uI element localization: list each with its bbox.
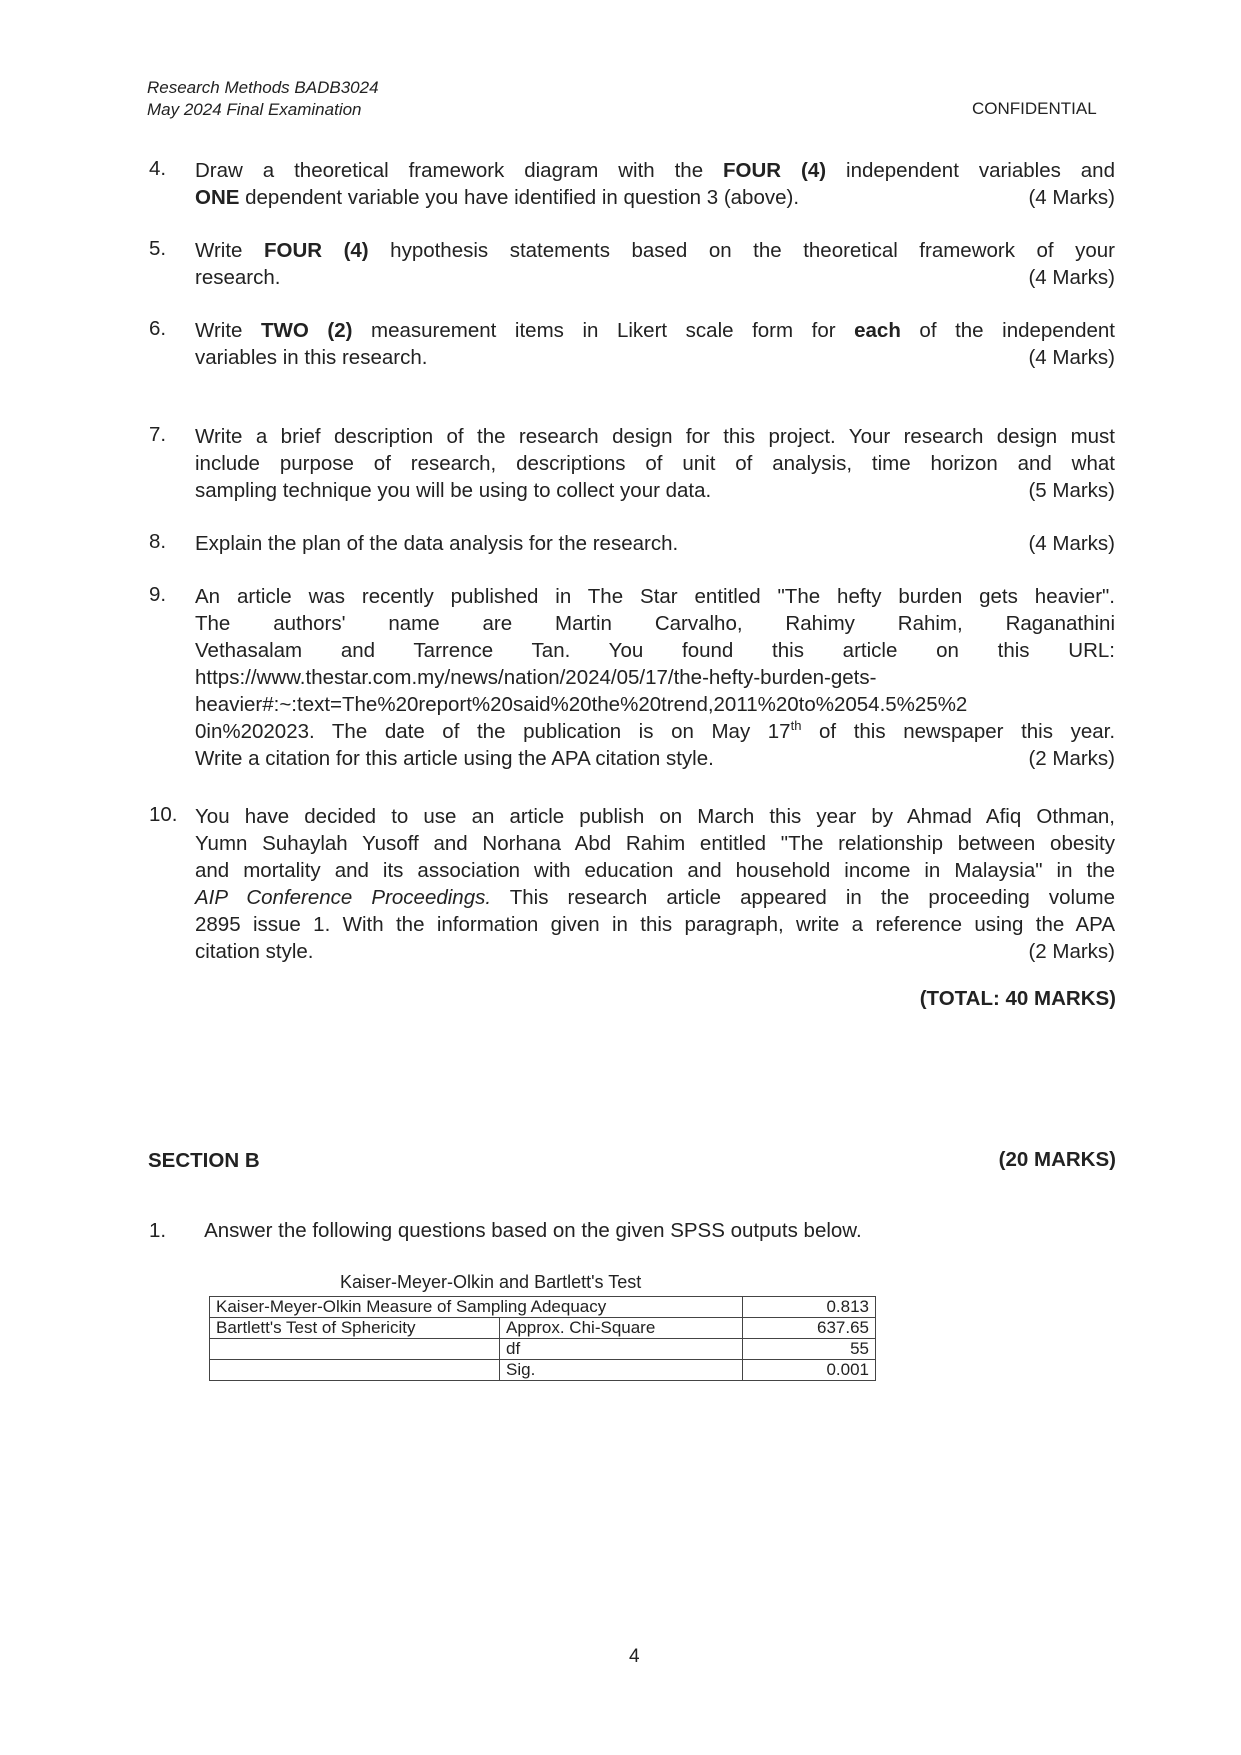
table-row <box>210 1318 876 1339</box>
marks-label: (5 Marks) <box>1028 479 1115 502</box>
marks-label: (4 Marks) <box>1028 532 1115 555</box>
text-line <box>195 317 1115 344</box>
text-segment: variables in this research. <box>195 346 428 369</box>
text-line <box>195 884 1115 911</box>
text-line <box>195 938 1115 965</box>
question-text <box>195 803 1115 965</box>
question-text <box>195 423 1115 504</box>
text-line <box>195 477 1115 504</box>
question-text <box>195 157 1115 211</box>
text-segment: citation style. <box>195 940 314 963</box>
text-segment: Write a citation for this article using the APA citation style. <box>195 747 714 770</box>
text-segment: https://www.thestar.com.my/news/nation/2024/05/17/the-hefty-burden-gets- <box>195 666 877 689</box>
text-segment: TWO (2) <box>261 319 353 342</box>
table-row <box>210 1297 876 1318</box>
question-1 <box>149 237 1115 291</box>
text-segment: research. <box>195 266 281 289</box>
kmo-value: 0.813 <box>743 1297 876 1318</box>
stat-label: df <box>500 1339 743 1360</box>
question-number: 8. <box>149 530 167 553</box>
text-line <box>195 718 1115 745</box>
text-line <box>195 344 1115 371</box>
stat-label: Approx. Chi-Square <box>500 1318 743 1339</box>
text-line <box>195 610 1115 637</box>
text-segment: FOUR (4) <box>263 239 369 262</box>
text-segment: th <box>790 718 802 734</box>
table-row <box>210 1360 876 1381</box>
text-segment: Write <box>195 319 262 342</box>
text-line <box>195 637 1115 664</box>
question-4 <box>149 530 1115 557</box>
stat-value: 637.65 <box>743 1318 876 1339</box>
text-line <box>195 423 1115 450</box>
text-segment: Draw a theoretical framework diagram with the <box>195 159 724 182</box>
stat-value: 55 <box>743 1339 876 1360</box>
empty-cell <box>210 1360 500 1381</box>
text-segment: Yumn Suhaylah Yusoff and Norhana Abd Rahim entitled "The relationship between obesity <box>195 832 1115 855</box>
text-segment: hypothesis statements based on the theoretical framework of your <box>368 239 1115 262</box>
question-number: 5. <box>149 237 167 260</box>
text-line <box>195 857 1115 884</box>
text-line <box>195 803 1115 830</box>
question-text <box>195 237 1115 291</box>
question-0 <box>149 157 1115 211</box>
text-segment: ONE <box>195 186 240 209</box>
text-segment: measurement items in Likert scale form for <box>352 319 855 342</box>
text-segment: Write <box>195 239 264 262</box>
text-segment: heavier#:~:text=The%20report%20said%20the%20trend,2011%20to%2054.5%25%2 <box>195 693 968 716</box>
question-number: 7. <box>149 423 167 446</box>
text-segment: 0in%202023. The date of the publication is on May 17 <box>195 720 791 743</box>
stat-label: Sig. <box>500 1360 743 1381</box>
text-line <box>195 530 1115 557</box>
page-number: 4 <box>629 1646 640 1667</box>
text-line <box>195 184 1115 211</box>
section-b-question-1 <box>149 1219 862 1243</box>
text-line <box>195 157 1115 184</box>
text-line <box>195 583 1115 610</box>
marks-label: (4 Marks) <box>1028 266 1115 289</box>
kmo-bartlett-table <box>209 1296 876 1381</box>
question-number: 9. <box>149 583 167 606</box>
empty-cell <box>210 1339 500 1360</box>
stat-value: 0.001 <box>743 1360 876 1381</box>
text-segment: dependent variable you have identified in question 3 (above). <box>239 186 800 209</box>
text-line <box>195 911 1115 938</box>
text-segment: sampling technique you will be using to collect your data. <box>195 479 712 502</box>
text-line <box>195 691 1115 718</box>
question-number: 4. <box>149 157 167 180</box>
section-b-title: SECTION B <box>148 1149 260 1172</box>
marks-label: (4 Marks) <box>1028 186 1115 209</box>
marks-label: (2 Marks) <box>1028 940 1115 963</box>
bartlett-label: Bartlett's Test of Sphericity <box>210 1318 500 1339</box>
kmo-label: Kaiser-Meyer-Olkin Measure of Sampling Adequacy <box>210 1297 743 1318</box>
text-segment: independent variables and <box>826 159 1115 182</box>
exam-title: May 2024 Final Examination <box>147 100 362 119</box>
text-segment: FOUR (4) <box>723 159 827 182</box>
text-segment: Vethasalam and Tarrence Tan. You found this article on this URL: <box>195 639 1115 662</box>
question-text <box>195 530 1115 557</box>
text-segment: include purpose of research, descriptions of unit of analysis, time horizon and what <box>195 452 1115 475</box>
text-line <box>195 264 1115 291</box>
question-number: 1. <box>149 1219 167 1242</box>
course-title: Research Methods BADB3024 <box>147 78 379 97</box>
text-segment: of this newspaper this year. <box>801 720 1116 743</box>
question-number: 10. <box>149 803 178 826</box>
question-3 <box>149 423 1115 504</box>
text-segment: The authors' name are Martin Carvalho, Rahimy Rahim, Raganathini <box>195 612 1115 635</box>
text-line <box>195 450 1115 477</box>
total-marks: (TOTAL: 40 MARKS) <box>919 987 1116 1010</box>
text-line <box>195 237 1115 264</box>
question-2 <box>149 317 1115 371</box>
text-segment: and mortality and its association with education and household income in Malaysia" in the <box>195 859 1115 882</box>
text-line <box>195 745 1115 772</box>
question-number: 6. <box>149 317 167 340</box>
text-segment: each <box>854 319 901 342</box>
text-segment: AIP Conference Proceedings. <box>195 886 492 909</box>
text-segment: 2895 issue 1. With the information given in this paragraph, write a reference using the APA <box>195 913 1115 936</box>
question-text <box>195 317 1115 371</box>
table-caption: Kaiser-Meyer-Olkin and Bartlett's Test <box>340 1272 642 1292</box>
marks-label: (2 Marks) <box>1028 747 1115 770</box>
question-5 <box>149 583 1115 772</box>
text-segment: This research article appeared in the proceeding volume <box>491 886 1115 909</box>
question-6 <box>149 803 1115 965</box>
question-text: Answer the following questions based on the given SPSS outputs below. <box>204 1219 862 1242</box>
text-segment: An article was recently published in The Star entitled "The hefty burden gets heavier". <box>195 585 1115 608</box>
text-segment: You have decided to use an article publish on March this year by Ahmad Afiq Othman, <box>195 805 1115 828</box>
text-line <box>195 830 1115 857</box>
text-segment: of the independent <box>900 319 1115 342</box>
confidential-label: CONFIDENTIAL <box>972 99 1097 118</box>
text-line <box>195 664 1115 691</box>
question-text <box>195 583 1115 772</box>
text-segment: Write a brief description of the research design for this project. Your research design must <box>195 425 1115 448</box>
marks-label: (4 Marks) <box>1028 346 1115 369</box>
table-row <box>210 1339 876 1360</box>
text-segment: Explain the plan of the data analysis for the research. <box>195 532 679 555</box>
section-b-marks: (20 MARKS) <box>998 1148 1116 1171</box>
